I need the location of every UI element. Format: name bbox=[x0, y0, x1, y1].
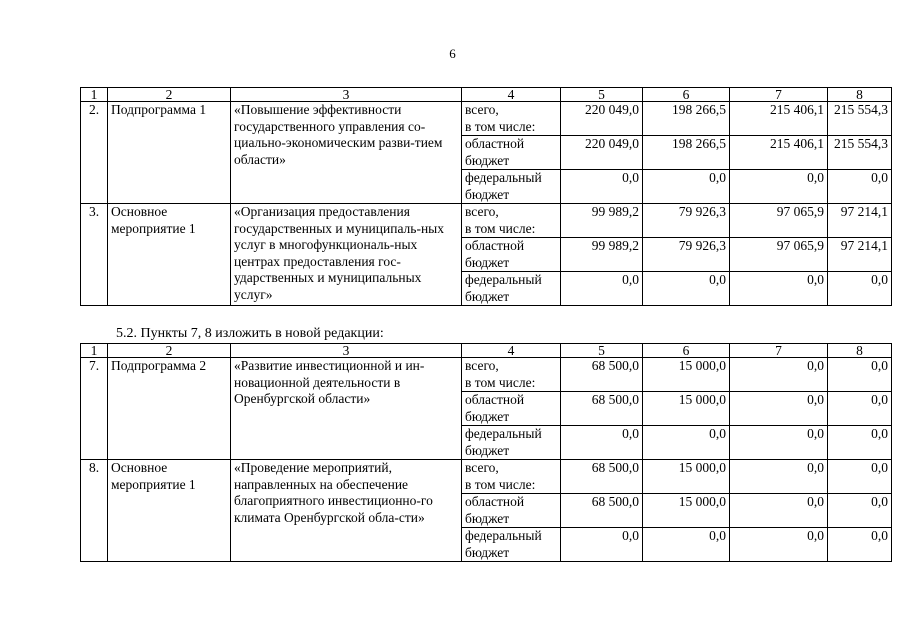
funding-value: 0,0 bbox=[730, 272, 828, 306]
funding-value: 215 554,3 bbox=[828, 102, 892, 136]
column-header: 2 bbox=[108, 88, 231, 102]
funding-value: 0,0 bbox=[730, 358, 828, 392]
column-header: 1 bbox=[81, 344, 108, 358]
funding-value: 0,0 bbox=[643, 426, 730, 460]
page-number: 6 bbox=[449, 46, 456, 61]
funding-value: 68 500,0 bbox=[561, 494, 643, 528]
funding-value: 0,0 bbox=[561, 426, 643, 460]
funding-value: 215 406,1 bbox=[730, 136, 828, 170]
column-header: 8 bbox=[828, 88, 892, 102]
section-heading: 5.2. Пункты 7, 8 изложить в новой редакции: bbox=[116, 326, 384, 341]
funding-value: 0,0 bbox=[828, 272, 892, 306]
funding-value: 97 065,9 bbox=[730, 204, 828, 238]
column-header: 8 bbox=[828, 344, 892, 358]
program-title: «Повышение эффективности государственного управления со-циально-экономическим разви-тием области» bbox=[231, 102, 462, 204]
column-header: 3 bbox=[231, 88, 462, 102]
funding-source: федеральный бюджет bbox=[462, 528, 561, 562]
funding-value: 0,0 bbox=[730, 426, 828, 460]
funding-value: 68 500,0 bbox=[561, 460, 643, 494]
funding-value: 79 926,3 bbox=[643, 238, 730, 272]
funding-value: 97 214,1 bbox=[828, 238, 892, 272]
funding-source: всего, в том числе: bbox=[462, 460, 561, 494]
funding-value: 0,0 bbox=[561, 528, 643, 562]
column-header: 4 bbox=[462, 344, 561, 358]
funding-value: 99 989,2 bbox=[561, 238, 643, 272]
funding-source: федеральный бюджет bbox=[462, 272, 561, 306]
funding-value: 0,0 bbox=[730, 528, 828, 562]
column-header-row bbox=[81, 88, 892, 102]
funding-value: 198 266,5 bbox=[643, 102, 730, 136]
funding-value: 68 500,0 bbox=[561, 358, 643, 392]
row-number: 8. bbox=[81, 460, 108, 562]
funding-value: 68 500,0 bbox=[561, 392, 643, 426]
funding-source: областной бюджет bbox=[462, 494, 561, 528]
program-title: «Проведение мероприятий, направленных на обеспечение благоприятного инвестиционно-го климата Оренбургской обла-сти» bbox=[231, 460, 462, 562]
funding-value: 97 065,9 bbox=[730, 238, 828, 272]
row-number: 3. bbox=[81, 204, 108, 306]
column-header-row bbox=[81, 344, 892, 358]
funding-value: 220 049,0 bbox=[561, 102, 643, 136]
funding-value: 0,0 bbox=[828, 460, 892, 494]
funding-value: 0,0 bbox=[828, 358, 892, 392]
funding-value: 0,0 bbox=[643, 272, 730, 306]
table-row bbox=[81, 102, 892, 136]
funding-value: 97 214,1 bbox=[828, 204, 892, 238]
program-type: Основное мероприятие 1 bbox=[108, 204, 231, 306]
program-type: Основное мероприятие 1 bbox=[108, 460, 231, 562]
funding-value: 15 000,0 bbox=[643, 494, 730, 528]
funding-value: 0,0 bbox=[643, 170, 730, 204]
column-header: 4 bbox=[462, 88, 561, 102]
funding-value: 0,0 bbox=[730, 392, 828, 426]
column-header: 2 bbox=[108, 344, 231, 358]
column-header: 1 bbox=[81, 88, 108, 102]
program-table-2 bbox=[80, 343, 892, 562]
funding-value: 0,0 bbox=[828, 528, 892, 562]
funding-source: федеральный бюджет bbox=[462, 426, 561, 460]
table-row bbox=[81, 460, 892, 494]
funding-value: 0,0 bbox=[730, 494, 828, 528]
funding-source: федеральный бюджет bbox=[462, 170, 561, 204]
column-header: 7 bbox=[730, 344, 828, 358]
table-row bbox=[81, 204, 892, 238]
funding-value: 0,0 bbox=[828, 426, 892, 460]
funding-source: всего, в том числе: bbox=[462, 102, 561, 136]
program-type: Подпрограмма 1 bbox=[108, 102, 231, 204]
funding-value: 0,0 bbox=[828, 392, 892, 426]
funding-value: 15 000,0 bbox=[643, 392, 730, 426]
funding-source: всего, в том числе: bbox=[462, 204, 561, 238]
funding-value: 79 926,3 bbox=[643, 204, 730, 238]
funding-value: 0,0 bbox=[828, 494, 892, 528]
funding-value: 0,0 bbox=[828, 170, 892, 204]
funding-value: 15 000,0 bbox=[643, 358, 730, 392]
funding-source: областной бюджет bbox=[462, 392, 561, 426]
funding-value: 99 989,2 bbox=[561, 204, 643, 238]
column-header: 5 bbox=[561, 88, 643, 102]
column-header: 3 bbox=[231, 344, 462, 358]
funding-value: 0,0 bbox=[730, 170, 828, 204]
program-title: «Организация предоставления государственных и муниципаль-ных услуг в многофункциональ-ных центрах предоставления гос-ударственных и муниципальных услуг» bbox=[231, 204, 462, 306]
table-row bbox=[81, 358, 892, 392]
funding-value: 0,0 bbox=[561, 170, 643, 204]
funding-value: 215 406,1 bbox=[730, 102, 828, 136]
row-number: 7. bbox=[81, 358, 108, 460]
funding-value: 215 554,3 bbox=[828, 136, 892, 170]
program-title: «Развитие инвестиционной и ин-новационной деятельности в Оренбургской области» bbox=[231, 358, 462, 460]
column-header: 5 bbox=[561, 344, 643, 358]
funding-value: 198 266,5 bbox=[643, 136, 730, 170]
funding-value: 220 049,0 bbox=[561, 136, 643, 170]
program-table-1 bbox=[80, 87, 892, 306]
funding-value: 0,0 bbox=[561, 272, 643, 306]
funding-source: областной бюджет bbox=[462, 136, 561, 170]
program-type: Подпрограмма 2 bbox=[108, 358, 231, 460]
row-number: 2. bbox=[81, 102, 108, 204]
funding-source: всего, в том числе: bbox=[462, 358, 561, 392]
funding-value: 15 000,0 bbox=[643, 460, 730, 494]
funding-value: 0,0 bbox=[643, 528, 730, 562]
column-header: 6 bbox=[643, 344, 730, 358]
funding-value: 0,0 bbox=[730, 460, 828, 494]
column-header: 6 bbox=[643, 88, 730, 102]
funding-source: областной бюджет bbox=[462, 238, 561, 272]
column-header: 7 bbox=[730, 88, 828, 102]
